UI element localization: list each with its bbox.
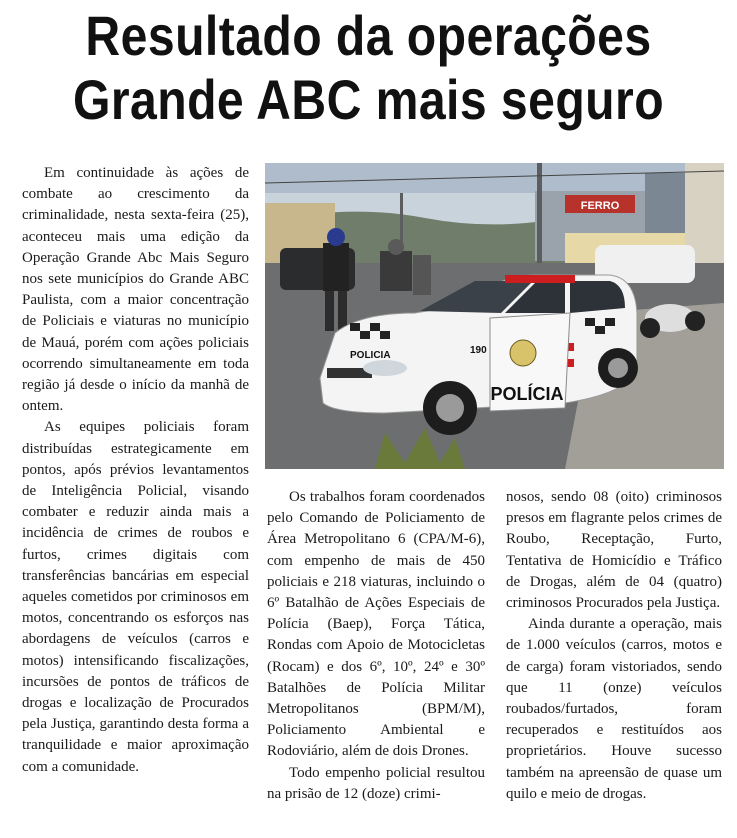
article-column-3 (506, 487, 722, 805)
paragraph: Os trabalhos foram coordenados pelo Comando de Policiamento de Área Metropolitano 6 (CPA/M-6), com empenho de mais de 450 policiais e 218 viaturas, incluindo o 6º Batalhão de Ações Especiais de Polícia (Baep), Força Tática, Rondas com Apoio de Motocicletas (Rocam) e dos 6º, 10º, 24º e 30º Batalhões de Polícia Militar Metropolitanos (BPM/M), Policiamento Ambiental e Rodoviário, além de dois Drones. (267, 489, 485, 760)
headline-line-1: Resultado da operações (85, 4, 652, 67)
car-hood-text: POLICIA (350, 350, 391, 361)
headline (52, 4, 686, 132)
car-number-text: 190 (470, 345, 487, 356)
shop-sign-text: FERRO (580, 200, 620, 212)
article-column-1 (22, 163, 249, 778)
paragraph: Ainda durante a operação, mais de 1.000 veículos (carros, motos e de carga) foram vistoriados, sendo que 11 (onze) veículos roubados/furtados, foram recuperados e restituídos aos proprietários. Houve sucesso também na apreensão de quase um quilo e meio de drogas. (506, 616, 722, 802)
paragraph: Todo empenho policial resultou na prisão de 12 (doze) crimi- (267, 764, 485, 802)
police-operation-photo (265, 163, 724, 469)
paragraph: As equipes policiais foram distribuídas estrategicamente em pontos, após prévios levantamentos de Inteligência Policial, visando combater e reduzir ainda mais a incidência de crimes de roubos e furtos, crimes digitais com transferências bancárias em especial aqueles cometidos por criminosos em motos, concentrando os esforços nas abordagens de veículos (carros e motos) intensificando fiscalizações, incursões de pontos de tráficos de drogas e localização de Procurados pela Justiça, garantindo desta forma a tranquilidade e maior aproximação com a comunidade. (22, 419, 249, 775)
headline-line-2: Grande ABC mais seguro (72, 68, 665, 131)
paragraph: Em continuidade às ações de combate ao crescimento da criminalidade, nesta sexta-feira (25), aconteceu mais uma edição da Operação Grande Abc Mais Seguro nos sete municípios do Grande ABC Paulista, com a maior concentração de Policiais e viaturas no município de Mauá, porém com ações policiais ocorrendo simultaneamente em toda região já desde o início da manhã de ontem. (22, 165, 249, 415)
paragraph: nosos, sendo 08 (oito) criminosos presos em flagrante pelos crimes de Roubo, Receptação, Furto, Tentativa de Homicídio e Tráfico de Drogas, além de 04 (quatro) criminosos Procurados pela Justiça. (506, 489, 722, 612)
article-column-2 (267, 487, 485, 805)
car-door-text: POLÍCIA (490, 384, 564, 404)
